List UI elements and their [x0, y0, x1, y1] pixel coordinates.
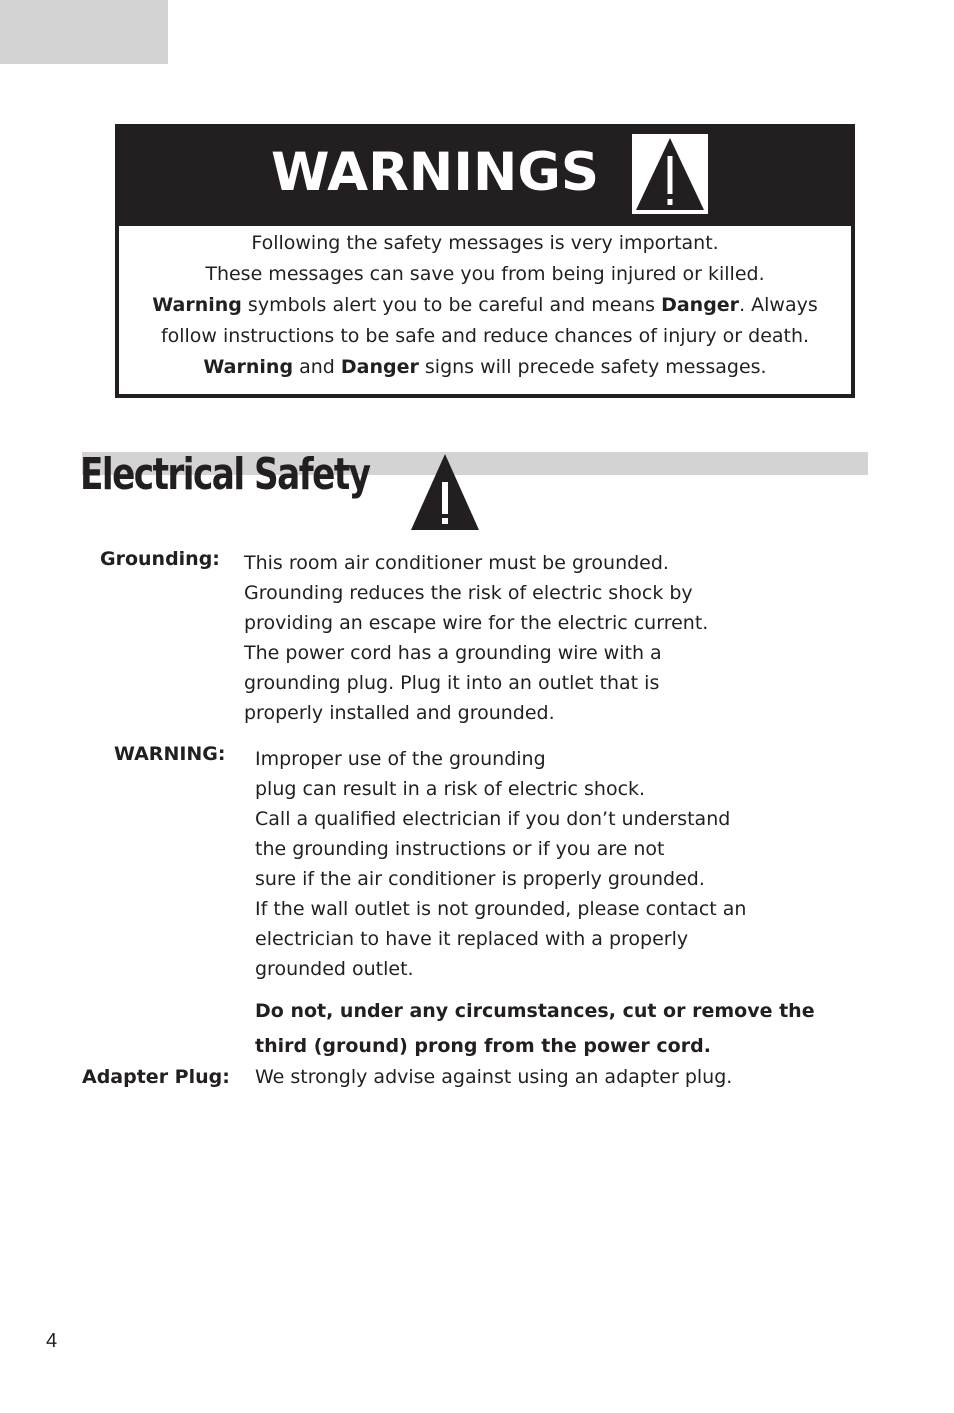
warnings-line: [119, 290, 851, 321]
prong-warning-line: third (ground) prong from the power cord.: [255, 1035, 711, 1057]
warning-triangle-icon: [409, 452, 481, 532]
warning-line: the grounding instructions or if you are not: [255, 838, 665, 860]
grounding-line: grounding plug. Plug it into an outlet that is: [244, 672, 660, 694]
warnings-line: [119, 321, 851, 352]
emphasis-text: Danger: [340, 356, 419, 378]
grounding-line: The power cord has a grounding wire with a: [244, 642, 662, 664]
warnings-text: . Always: [739, 294, 818, 316]
warnings-text: These messages can save you from being injured or killed.: [205, 263, 765, 285]
warning-text: [255, 744, 746, 984]
adapter-plug-line: We strongly advise against using an adapter plug.: [255, 1066, 733, 1088]
warning-line: electrician to have it replaced with a properly: [255, 928, 689, 950]
warnings-header: [119, 128, 851, 226]
emphasis-text: Danger: [661, 294, 740, 316]
warning-line: plug can result in a risk of electric shock.: [255, 778, 646, 800]
warnings-text: symbols alert you to be careful and means: [241, 294, 662, 316]
emphasis-text: Warning: [152, 294, 242, 316]
adapter-plug-text: [255, 1062, 732, 1092]
prong-warning-line: Do not, under any circumstances, cut or remove the: [255, 1000, 815, 1022]
warnings-text: Following the safety messages is very important.: [251, 232, 719, 254]
grounding-line: This room air conditioner must be grounded.: [244, 552, 669, 574]
page-number: 4: [46, 1330, 58, 1352]
section-title: Electrical Safety: [80, 449, 370, 500]
warning-line: If the wall outlet is not grounded, please contact an: [255, 898, 747, 920]
emphasis-text: Warning: [203, 356, 294, 378]
warning-line: Improper use of the grounding: [255, 748, 546, 770]
adapter-plug-label: Adapter Plug:: [82, 1066, 230, 1088]
warning-label: WARNING:: [114, 743, 226, 765]
warning-line: sure if the air conditioner is properly grounded.: [255, 868, 705, 890]
warnings-box: [115, 124, 855, 398]
warnings-title: WARNINGS: [271, 142, 600, 203]
corner-tab: [0, 0, 168, 64]
warnings-line: [119, 228, 851, 259]
grounding-line: providing an escape wire for the electric current.: [244, 612, 709, 634]
warning-line: grounded outlet.: [255, 958, 414, 980]
grounding-text: [244, 548, 708, 728]
exclamation-icon: [632, 134, 708, 214]
warnings-line: [119, 259, 851, 290]
grounding-line: properly installed and grounded.: [244, 702, 555, 724]
warnings-text: and: [293, 356, 341, 378]
warnings-line: [119, 352, 851, 383]
warnings-message: [119, 226, 851, 383]
grounding-label: Grounding:: [100, 548, 220, 570]
warnings-text: follow instructions to be safe and reduce chances of injury or death.: [160, 325, 810, 347]
warnings-text: signs will precede safety messages.: [418, 356, 767, 378]
prong-warning: [255, 994, 815, 1064]
warning-line: Call a qualified electrician if you don’t understand: [255, 808, 731, 830]
grounding-line: Grounding reduces the risk of electric shock by: [244, 582, 693, 604]
